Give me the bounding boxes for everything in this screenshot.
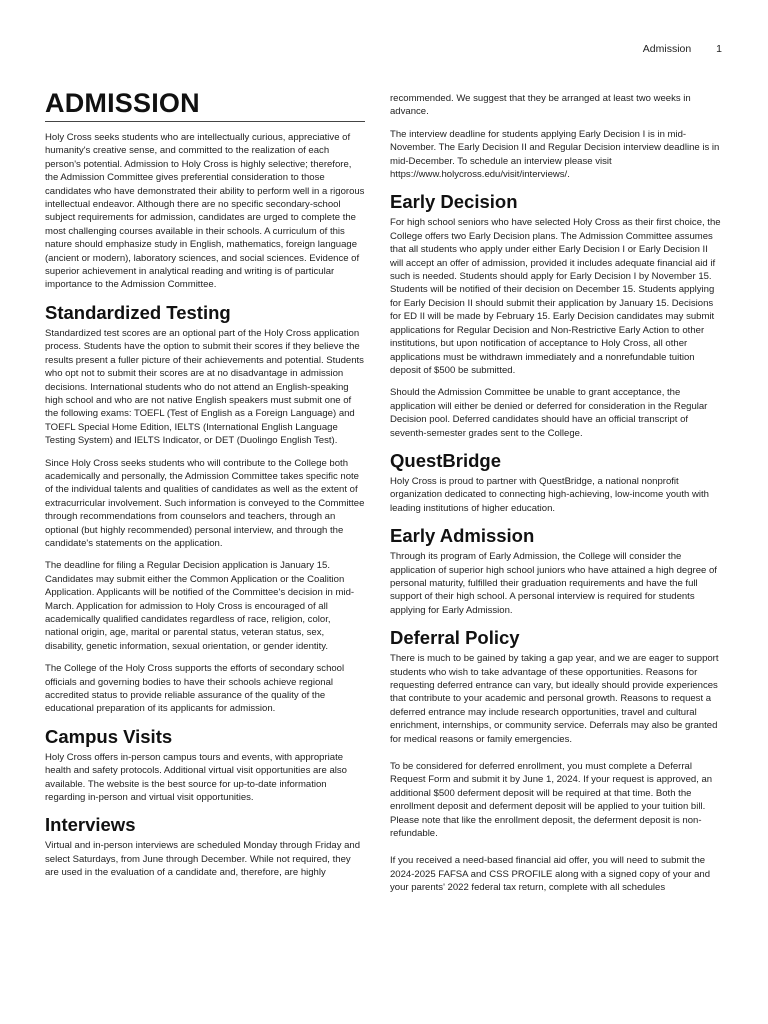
deferral-paragraph-2: To be considered for deferred enrollment, you must complete a Deferral Request Form and submit it by June 1, 2024. If your request is approved, an additional $500 deferment deposit will be required at that time. Both the enrollment deposit and deferment deposit will be applied to your tuition bill. Please note that like the enrollment deposit, the deferment deposit is non-refundable. [390, 761, 713, 840]
early-decision-paragraph-2: Should the Admission Committee be unable to grant acceptance, the application will either be denied or deferred for consideration in the Regular Decision pool. Deferred candidates should have an official transcript of seventh-semester grades sent to the College. [390, 387, 708, 439]
questbridge-paragraph: Holy Cross is proud to partner with QuestBridge, a national nonprofit organization dedicated to connecting high-achieving, low-income youth with leading institutions of higher education. [390, 475, 709, 514]
visits-paragraph: Holy Cross offers in-person campus tours and events, with appropriate health and safety protocols. Additional virtual visit opportunities are also available. The website is the best source for up-to-date information regarding in-person and virtual visit opportunities. [45, 751, 347, 804]
early-decision-paragraph-1: For high school seniors who have selected Holy Cross as their first choice, the College offers two Early Decision plans. The Admission Committee assumes that all students who apply under either Early Decision I or Early Decision II will accept an offer of admission, provided it includes adequate financial aid if such is needed. Students should apply for Early Decision I by November 15. Students will be notified of their decision on December 15. Students applying for Early Decision II should submit their application by January 15. Decisions for ED II will be made by February 15. Early Decision candidates may submit applications for Regular Decision and Non-Restrictive Early Action to other institutions, but upon notification of acceptance to Holy Cross, all other applications must be withdrawn immediately and a nonrefundable tuition deposit of $500 be submitted. [390, 217, 721, 376]
right-column [390, 92, 723, 904]
heading-deferral-policy: Deferral Policy [390, 627, 520, 649]
header-section-title: Admission [642, 43, 692, 55]
testing-paragraph-4: The College of the Holy Cross supports the efforts of secondary school officials and governing bodies to have their schools achieve regional accredited status to provide reliable assurance of the quality of the educational preparation of its applicants for admission. [45, 663, 345, 715]
interviews-paragraph: Virtual and in-person interviews are scheduled Monday through Friday and select Saturdays, from June through December. While not required, they are used in the evaluation of a candidate and, therefore, are highly [45, 840, 361, 879]
early-admission-paragraph: Through its program of Early Admission, the College will consider the application of superior high school juniors who have attained a high degree of personal maturity, fulfilled their graduation requirements and have the full support of their high school. A personal interview is required for students applying for Early Admission. [390, 551, 717, 616]
interviews-deadline-paragraph: The interview deadline for students applying Early Decision I is in mid-November. The Early Decision II and Regular Decision interview deadline is in mid-December. To schedule an interview please visit https://www.holycross.edu/visit/interviews/. [390, 128, 720, 181]
deferral-paragraph-1: There is much to be gained by taking a gap year, and we are eager to support students who wish to take advantage of these opportunities. Reasons for requesting deferred entrance can vary, but ideally should provide experiences that contribute to your academic and personal growth. Reasons to request a deferred entrance may include research opportunities, travel and cultural enrichment, internships, or community service. Deferrals may also be granted for medical reasons or family emergencies. [390, 653, 719, 745]
heading-interviews: Interviews [45, 814, 136, 836]
heading-questbridge: QuestBridge [390, 449, 502, 471]
testing-paragraph-1: Standardized test scores are an optional part of the Holy Cross application process. Students have the option to submit their scores if they believe the results present a fuller picture of their achievements and potential. Students who opt not to submit their scores are at no disadvantage in admission decisions. International students who do not attend an English-speaking high school and who are not native English speakers must submit one of the following exams: TOEFL (Test of English as a Foreign Language) and TOEFL Special Home Edition, IELTS (International English Language Testing System) and IELTS Indicator, or DET (Duolingo English Test). [45, 327, 364, 447]
heading-early-admission: Early Admission [390, 525, 535, 547]
testing-paragraph-3: The deadline for filing a Regular Decision application is January 15. Candidates may submit either the Common Application or the Coalition Application. Applicants will be notified of the Committee's decision in mid-March. Application for admission to Holy Cross is encouraged of all academically qualified candidates regardless of race, religion, color, national origin, age, marital or parental status, veteran status, sex, disability, genetic information, sexual orientation, or gender identity. [45, 560, 355, 652]
header-page-number: 1 [716, 43, 722, 55]
testing-paragraph-2: Since Holy Cross seeks students who will contribute to the College both academically and personally, the Admission Committee takes specific note of the individual talents and qualities of candidates as well as the extent of extracurricular involvement. Such information is conveyed to the Committee through recommendations from counselors and teachers, through an optional (but highly recommended) personal interview, and through the candidate's statements on the application. [45, 457, 365, 549]
heading-campus-visits: Campus Visits [45, 725, 173, 747]
page-header [643, 43, 722, 55]
page-title: ADMISSION [45, 88, 365, 122]
interviews-paragraph-continued: recommended. We suggest that they be arranged at least two weeks in advance. [390, 93, 691, 118]
intro-paragraph: Holy Cross seeks students who are intellectually curious, appreciative of humanity's creative sense, and committed to the realization of each person's potential. Admission to Holy Cross is highly selective; therefore, the Admission Committee gives preferential consideration to those candidates who have demonstrated their ability to perform well in a rigorous intellectual endeavor. Although there are no specific secondary-school subject requirements for admission, candidates are urged to complete the most challenging courses available in their schools. A curriculum of this nature should emphasize study in English, mathematics, foreign language (ancient or modern), laboratory sciences, and social sciences. Evidence of superior achievement in analytical reading and writing is of particular importance to the Admission Committee. [45, 132, 365, 291]
deferral-paragraph-3: If you received a need-based financial aid offer, you will need to submit the 2024-2025 FAFSA and CSS PROFILE along with a signed copy of your and your parents' 2022 federal tax return, complete with all schedules [390, 855, 711, 894]
heading-standardized-testing: Standardized Testing [45, 301, 231, 323]
left-column [45, 88, 365, 889]
heading-early-decision: Early Decision [390, 191, 518, 213]
